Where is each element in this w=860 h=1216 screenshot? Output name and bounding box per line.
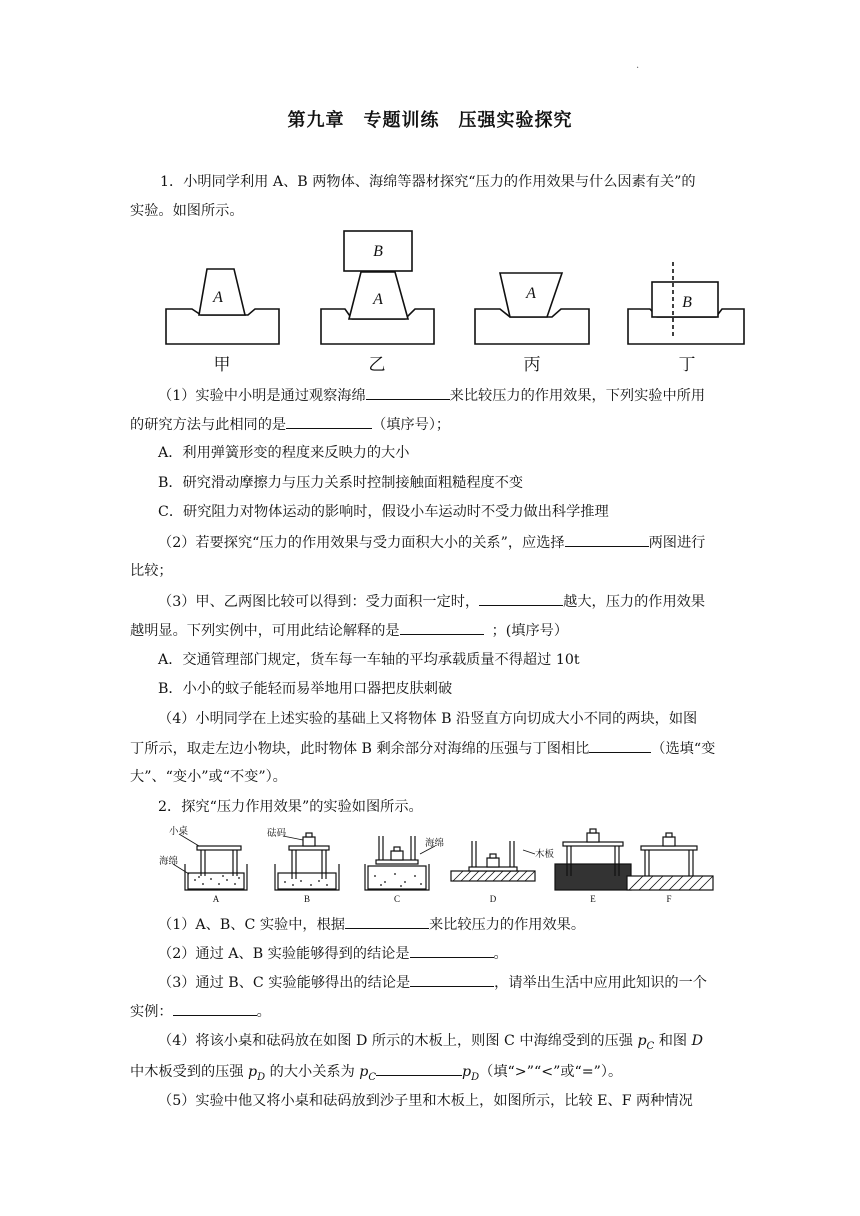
q1-option-c: C．研究阻力对物体运动的影响时，假设小车运动时不受力做出科学推理 xyxy=(158,504,609,520)
q2-p4-line1: （4）将该小桌和砝码放在如图 D 所示的木板上，则图 C 中海绵受到的压强 $p_C$ 和图 D xyxy=(158,1033,703,1052)
label-table: 小桌 xyxy=(169,826,189,837)
panel-label-b: B xyxy=(303,894,311,904)
label-weight: 砝码 xyxy=(267,828,287,839)
q2-p4-line2: 中木板受到的压强 $p_D$ 的大小关系为 $p_C$ $p_D$（填“>”“<”或“=”）。 xyxy=(130,1061,622,1088)
block-b-label-ding: B xyxy=(682,294,692,311)
block-b-label-yi: B xyxy=(373,243,383,260)
q1-p3-line2: 越明显。下列实例中，可用此结论解释的是 ；(填序号） xyxy=(130,620,568,641)
q1-stem-line2: 实验。如图所示。 xyxy=(130,203,244,219)
q1-p2-line2: 比较； xyxy=(130,563,173,579)
q2-p3-blank2[interactable] xyxy=(173,1001,257,1016)
q1-p4-line3: 大”、“变小”或“不变”）。 xyxy=(130,769,287,785)
q2-p1: （1）A、B、C 实验中，根据 来比较压力的作用效果。 xyxy=(158,914,585,935)
q1-p3-option-b: B．小小的蚊子能轻而易举地用口器把皮肤刺破 xyxy=(158,681,453,697)
panel-f xyxy=(627,833,713,890)
q2-p3-line1: （3）通过 B、C 实验能够得出的结论是 ，请举出生活中应用此知识的一个 xyxy=(158,972,707,993)
block-a-label-bing: A xyxy=(526,285,536,302)
q1-p2-line1: （2）若要探究“压力的作用效果与受力面积大小的关系”，应选择 两图进行 xyxy=(158,532,705,553)
q1-p1-blank1[interactable] xyxy=(366,385,450,400)
q1-p4-line1: （4）小明同学在上述实验的基础上又将物体 B 沿竖直方向切成大小不同的两块，如图 xyxy=(158,711,698,727)
q1-p4-blank[interactable] xyxy=(589,738,651,753)
panel-b xyxy=(275,833,339,890)
block-a-label-yi: A xyxy=(373,291,383,308)
q1-p1-line1: （1）实验中小明是通过观察海绵 来比较压力的作用效果，下列实验中所用 xyxy=(158,385,705,406)
panel-label-d: D xyxy=(489,894,497,904)
q1-option-b: B．研究滑动摩擦力与压力关系时控制接触面粗糙程度不变 xyxy=(158,475,524,491)
label-ding: 丁 xyxy=(678,355,696,375)
q2-p1-blank[interactable] xyxy=(345,914,429,929)
q2-p3-blank1[interactable] xyxy=(410,972,494,987)
q1-p3-blank2[interactable] xyxy=(400,620,484,635)
panel-label-e: E xyxy=(590,894,596,904)
q1-stem-line1: 1．小明同学利用 A、B 两物体、海绵等器材探究“压力的作用效果与什么因素有关”的 xyxy=(160,174,696,190)
panel-e xyxy=(555,829,631,890)
label-board: 木板 xyxy=(535,849,555,860)
q2-p5-line1: （5）实验中他又将小桌和砝码放到沙子里和木板上，如图所示，比较 E、F 两种情况 xyxy=(158,1093,693,1109)
panel-label-f: F xyxy=(666,894,672,904)
q1-p4-line2: 丁所示，取走左边小物块，此时物体 B 剩余部分对海绵的压强与丁图相比 （选填“变 xyxy=(130,738,715,759)
panel-label-c: C xyxy=(393,894,401,904)
q2-p4-blank[interactable] xyxy=(376,1061,462,1076)
q1-p1-line2: 的研究方法与此相同的是 （填序号）； xyxy=(130,414,450,435)
corner-mark: . xyxy=(636,60,640,71)
label-jia: 甲 xyxy=(213,355,231,375)
q1-p3-line1: （3）甲、乙两图比较可以得到：受力面积一定时， 越大，压力的作用效果 xyxy=(158,591,705,612)
q2-p2-blank[interactable] xyxy=(410,943,494,958)
q1-p2-blank[interactable] xyxy=(565,532,649,547)
q1-p3-blank1[interactable] xyxy=(479,591,563,606)
q1-p3-option-a: A．交通管理部门规定，货车每一车轴的平均承载质量不得超过 10t xyxy=(158,652,580,668)
q2-p2: （2）通过 A、B 实验能够得到的结论是 。 xyxy=(158,943,508,964)
page-title: 第九章 专题训练 压强实验探究 xyxy=(287,110,573,131)
label-bing: 丙 xyxy=(523,355,541,375)
q2-stem: 2．探究“压力作用效果”的实验如图所示。 xyxy=(158,799,423,815)
q2-p3-line2: 实例： 。 xyxy=(130,1001,271,1022)
panel-label-a: A xyxy=(212,894,220,904)
label-yi: 乙 xyxy=(368,355,386,375)
q1-p1-blank2[interactable] xyxy=(286,414,372,429)
panel-d xyxy=(451,841,535,881)
q1-option-a: A．利用弹簧形变的程度来反映力的大小 xyxy=(158,445,410,461)
block-a-label-jia: A xyxy=(213,289,223,306)
panel-a xyxy=(173,834,247,890)
label-sponge-a: 海绵 xyxy=(159,856,179,867)
q1-figure xyxy=(150,228,760,378)
q2-figure xyxy=(155,824,720,906)
label-sponge-c: 海绵 xyxy=(425,838,445,849)
